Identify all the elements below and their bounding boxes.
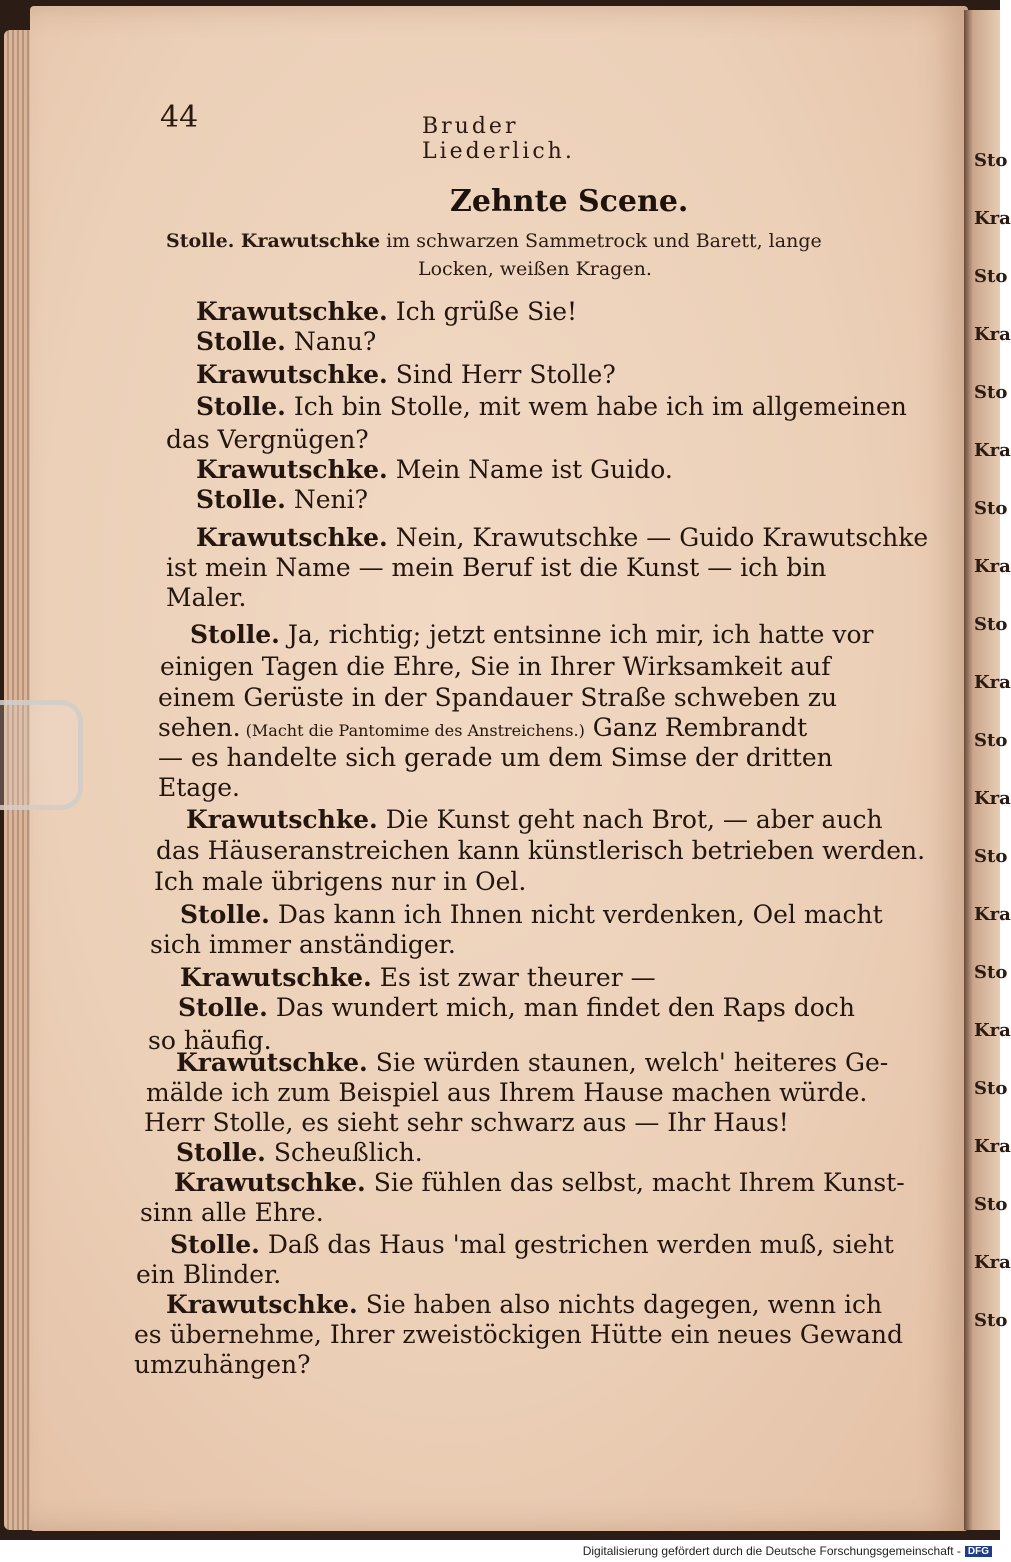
speaker-name: Stolle. — [190, 620, 280, 649]
line-text: einigen Tagen die Ehre, Sie in Ihrer Wirksamkeit auf — [160, 652, 831, 681]
line-text: — es handelte sich gerade um dem Simse der dritten — [158, 743, 833, 772]
facing-page-fragment: Sto — [974, 498, 1008, 519]
facing-page-fragment: Sto — [974, 266, 1008, 287]
facing-page-fragment: Sto — [974, 962, 1008, 983]
running-title: Bruder Liederlich. — [422, 114, 575, 164]
cast-description: im schwarzen Sammetrock und Barett, lange — [386, 230, 822, 252]
facing-page-fragment: Kra — [974, 1136, 1011, 1157]
facing-page-fragment: Kra — [974, 904, 1011, 925]
dialogue-line — [196, 523, 928, 553]
facing-page-fragment: Sto — [974, 382, 1008, 403]
facing-page-fragment: Sto — [974, 846, 1008, 867]
dialogue-line — [134, 1320, 903, 1350]
dialogue-line — [134, 1350, 311, 1380]
speaker-name: Krawutschke. — [166, 1290, 358, 1319]
dialogue-line — [178, 993, 855, 1023]
facing-page-fragment: Sto — [974, 1194, 1008, 1215]
dialogue-line — [166, 583, 246, 613]
line-text: Ich bin Stolle, mit wem habe ich im allgemeinen — [285, 392, 907, 421]
speaker-name: Stolle. — [196, 327, 286, 356]
line-text: es übernehme, Ihrer zweistöckigen Hütte ein neues Gewand — [134, 1320, 904, 1349]
line-text: Ich grüße Sie! — [387, 297, 578, 326]
cast-description-continued: Locken, weißen Kragen. — [418, 258, 652, 280]
page-clip — [0, 700, 83, 810]
speaker-name: Stolle. — [180, 900, 270, 929]
stage-direction: (Macht die Pantomime des Anstreichens.) — [240, 721, 585, 740]
facing-page-fragment: Sto — [974, 614, 1008, 635]
dialogue-line — [190, 620, 873, 650]
line-text: Ja, richtig; jetzt entsinne ich mir, ich hatte vor — [279, 620, 874, 649]
page-header — [160, 100, 680, 164]
dialogue-line — [160, 652, 830, 682]
dialogue-line — [196, 327, 376, 357]
line-text: ein Blinder. — [136, 1260, 282, 1289]
dialogue-line — [154, 867, 526, 897]
dialogue-line — [158, 713, 807, 743]
speaker-name: Krawutschke. — [196, 455, 388, 484]
dialogue-line — [196, 455, 673, 485]
speaker-name: Krawutschke. — [174, 1168, 366, 1197]
speaker-name: Krawutschke. — [180, 963, 372, 992]
dialogue-line — [150, 930, 456, 960]
dialogue-line — [180, 963, 656, 993]
dialogue-line — [166, 553, 826, 583]
dialogue-line — [196, 392, 907, 422]
line-text: Die Kunst geht nach Brot, — aber auch — [377, 805, 883, 834]
speaker-name: Krawutschke. — [196, 360, 388, 389]
facing-page-fragment: Sto — [974, 730, 1008, 751]
line-text: Sie haben also nichts dagegen, wenn ich — [357, 1290, 883, 1319]
speaker-name: Krawutschke. — [196, 297, 388, 326]
speaker-name: Krawutschke. — [186, 805, 378, 834]
line-text: Das wundert mich, man findet den Raps doch — [267, 993, 855, 1022]
line-text: sinn alle Ehre. — [140, 1198, 324, 1227]
line-text: sehen. — [158, 713, 241, 742]
dialogue-line — [140, 1198, 324, 1228]
dialogue-line — [174, 1168, 905, 1198]
dialogue-line — [176, 1048, 888, 1078]
dialogue-line — [196, 360, 616, 390]
dialogue-line — [176, 1138, 423, 1168]
dialogue-line — [158, 683, 837, 713]
line-text: Ich male übrigens nur in Oel. — [154, 867, 527, 896]
facing-page-fragment: Kra — [974, 1252, 1011, 1273]
dialogue-line — [170, 1230, 894, 1260]
dialogue-line — [180, 900, 883, 930]
line-text: Es ist zwar theurer — — [371, 963, 656, 992]
facing-page-fragment: Kra — [974, 440, 1011, 461]
line-text: Nein, Krawutschke — Guido Krawutschke — [387, 523, 929, 552]
footer-bar — [0, 1540, 1000, 1562]
dialogue-line — [166, 425, 369, 455]
line-text-continued: Ganz Rembrandt — [584, 713, 808, 742]
speaker-name: Stolle. — [196, 392, 286, 421]
line-text: umzuhängen? — [134, 1350, 311, 1379]
facing-page-edge — [964, 10, 1011, 1530]
dialogue-line — [196, 297, 577, 327]
line-text: das Vergnügen? — [166, 425, 369, 454]
facing-page-fragment: Kra — [974, 788, 1011, 809]
dialogue-line — [156, 836, 925, 866]
dialogue-line — [144, 1108, 789, 1138]
line-text: Sie fühlen das selbst, macht Ihrem Kunst- — [365, 1168, 905, 1197]
facing-page-fragment: Sto — [974, 1078, 1008, 1099]
speaker-name: Krawutschke. — [176, 1048, 368, 1077]
speaker-name: Stolle. — [196, 485, 286, 514]
speaker-name: Stolle. — [178, 993, 268, 1022]
line-text: Etage. — [158, 773, 240, 802]
facing-page-fragment: Kra — [974, 1020, 1011, 1041]
facing-page-fragment: Kra — [974, 672, 1011, 693]
line-text: Maler. — [166, 583, 247, 612]
cast-names: Stolle. Krawutschke — [166, 230, 381, 252]
facing-page-fragment: Sto — [974, 1310, 1008, 1331]
dialogue-line — [186, 805, 883, 835]
scene-title: Zehnte Scene. — [450, 184, 689, 219]
facing-page-fragment: Kra — [974, 324, 1011, 345]
dialogue-line — [158, 743, 833, 773]
speaker-name: Stolle. — [170, 1230, 260, 1259]
line-text: das Häuseranstreichen kann künstlerisch betrieben werden. — [156, 836, 926, 865]
line-text: Sind Herr Stolle? — [387, 360, 616, 389]
line-text: sich immer anständiger. — [150, 930, 456, 959]
facing-page-fragment: Kra — [974, 556, 1011, 577]
line-text: Herr Stolle, es sieht sehr schwarz aus — Ihr Haus! — [144, 1108, 789, 1137]
line-text: Mein Name ist Guido. — [387, 455, 673, 484]
dialogue-line — [196, 485, 368, 515]
line-text: Daß das Haus 'mal gestrichen werden muß, sieht — [259, 1230, 894, 1259]
facing-page-fragment: Sto — [974, 150, 1008, 171]
funding-credit — [583, 1544, 992, 1558]
line-text: so häufig. — [148, 1026, 272, 1055]
line-text: ist mein Name — mein Beruf ist die Kunst — ich bin — [166, 553, 827, 582]
line-text: einem Gerüste in der Spandauer Straße schweben zu — [158, 683, 838, 712]
line-text: Sie würden staunen, welch' heiteres Ge- — [367, 1048, 889, 1077]
dialogue-line — [158, 773, 240, 803]
funding-credit-text: Digitalisierung gefördert durch die Deutsche Forschungsgemeinschaft - — [582, 1544, 961, 1558]
dialogue-line — [136, 1260, 281, 1290]
line-text: Neni? — [285, 485, 369, 514]
speaker-name: Stolle. — [176, 1138, 266, 1167]
line-text: Nanu? — [285, 327, 377, 356]
speaker-name: Krawutschke. — [196, 523, 388, 552]
page-number: 44 — [160, 100, 199, 135]
dialogue-line — [146, 1078, 867, 1108]
dfg-logo: DFG — [965, 1546, 992, 1557]
line-text: Das kann ich Ihnen nicht verdenken, Oel macht — [269, 900, 883, 929]
dialogue-line — [166, 1290, 882, 1320]
line-text: Scheußlich. — [265, 1138, 423, 1167]
facing-page-fragment: Kra — [974, 208, 1011, 229]
line-text: mälde ich zum Beispiel aus Ihrem Hause machen würde. — [146, 1078, 868, 1107]
